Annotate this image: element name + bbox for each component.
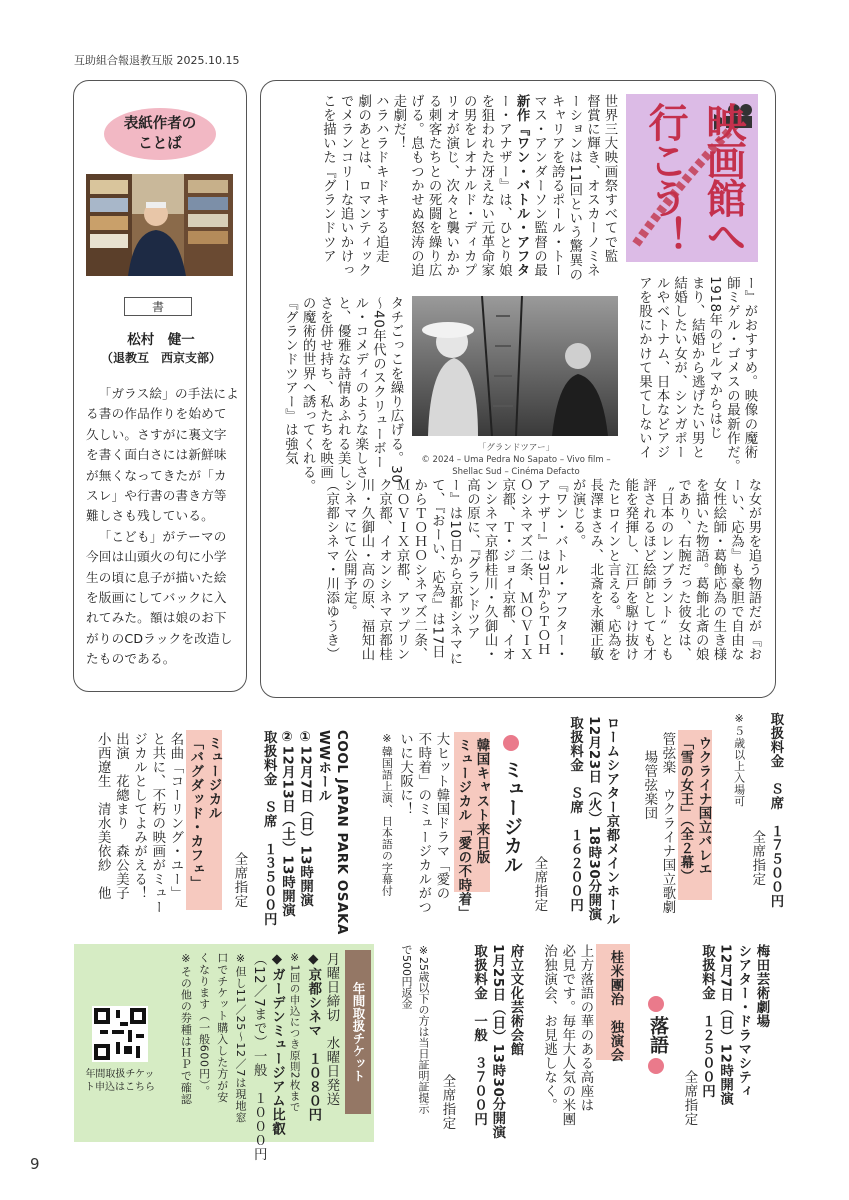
text-column: ンシネマ京都桂川・久御山・ xyxy=(482,478,498,662)
cinema-mid-left-text xyxy=(270,296,404,494)
text-column: 〜40年代のスクリューボー xyxy=(370,296,386,470)
ballet-seat-note: 全席指定 xyxy=(749,830,765,886)
text-column: ※韓国語上演、日本語の字幕付 xyxy=(380,732,394,897)
ballet-date: 12月23日（火）18時30分開演 xyxy=(585,716,601,922)
text-column: でメランコリーな追いかけっ xyxy=(338,94,354,278)
ballet-title-line1: ウクライナ国立バレエ xyxy=(696,736,711,876)
ballet-orchestra-line2: 場管弦楽団 xyxy=(641,750,657,820)
text-column: こを描いた『グランドツア xyxy=(320,94,336,264)
text-column: ー・アナザー』は、ひとり娘 xyxy=(496,94,512,278)
ballet-fee2: 取扱料金 Ｓ席 １６２００円 xyxy=(567,716,583,912)
text-column: であり、右腕だった彼女は、 xyxy=(675,478,691,662)
author-affiliation: （退教互 西京支部） xyxy=(100,351,221,365)
text-column: ク京都、イオンシネマ京都桂 xyxy=(376,478,392,662)
rakugo-note-line2: で500円返金 xyxy=(400,944,413,1009)
musical2-title-line2: 「バグダッド・カフェ」 xyxy=(187,736,203,890)
text-column: な女が男を追う物語だが『お xyxy=(746,478,761,662)
text-column: と、優雅な詩情あふれる美し xyxy=(335,296,351,480)
text-column: いに大阪に！ xyxy=(397,732,413,816)
text-column: 大ヒット韓国ドラマ「愛の xyxy=(434,732,449,900)
text-column: 能を発揮し、江戸を駆け抜け xyxy=(622,478,638,662)
text-column: 高の原に、『グランドツア xyxy=(464,478,480,641)
text-column: 上方落語の華のある高座は xyxy=(578,944,593,1112)
text-column: 女性絵師・葛飾応為の生き様 xyxy=(710,478,726,662)
text-column: 『ワン・バトル・アフター・ xyxy=(552,478,568,662)
musical2-title-line1: ミュージカル xyxy=(206,736,221,820)
annual-other-note: ※その他の券種はＨＰで確認 xyxy=(179,952,193,1105)
ballet-orchestra xyxy=(622,732,676,912)
ballet-title xyxy=(678,736,712,906)
text-column: 結婚したい女が、シンガポー xyxy=(671,276,687,460)
rakugo-note xyxy=(392,944,432,1144)
musical-venue1: COOL JAPAN PARK OSAKA xyxy=(334,730,349,935)
rakugo-venue3: 府立文化芸術会館 xyxy=(508,944,523,1056)
musical-date1: ①12月7日（日）13時開演 xyxy=(297,730,313,908)
text-column: 出演 花總まり 森公美子 xyxy=(113,732,129,900)
text-column: て、『おーい、応為』は17日 xyxy=(429,478,445,659)
heading-line2: ことば xyxy=(138,136,182,152)
text-column: 小西遼生 清水美依紗 他 xyxy=(95,732,111,900)
annual-garden-note: 口でチケット購入した方が安 xyxy=(215,952,229,1103)
page-header: 互助組合報退教互版 2025.10.15 xyxy=(74,54,240,67)
musical-seat-note: 全席指定 xyxy=(232,852,247,908)
photo-caption xyxy=(410,442,622,478)
rakugo-date2: 1月25日（日）13時30分開演 xyxy=(489,944,505,1140)
musical-title xyxy=(454,738,490,920)
rakugo-description xyxy=(528,944,594,1144)
text-column: ーい、応為』も豪胆で自由な xyxy=(728,478,744,662)
text-column: が演じる。 xyxy=(570,478,586,549)
musical-bullet-icon xyxy=(503,735,519,751)
text-column: たヒロインと言える。応為を xyxy=(605,478,621,662)
page-number: 9 xyxy=(30,1155,40,1173)
annual-ticket-band: 年間取扱チケット xyxy=(345,950,371,1114)
text-column: 治独演会、お見逃しなく。 xyxy=(541,944,557,1112)
cinema-logo-text: 映画館へ行こう！ xyxy=(642,102,746,254)
rakugo-bullet-icon xyxy=(648,996,664,1012)
rakugo-venue2: シアター・ドラマシティ xyxy=(735,944,751,1098)
annual-garden-note: ※但し11／25〜12／7は現地窓 xyxy=(233,952,247,1124)
annual-ticket-info xyxy=(160,952,340,1162)
text-column: 1918年のビルマからはじ xyxy=(706,276,722,440)
text-column: る刺客たちとの死闘を繰り広 xyxy=(426,94,442,278)
text-column: キャリアを誇るポール・トー xyxy=(549,94,565,278)
text-column: ーションは11回という驚異の xyxy=(566,94,582,282)
musical-date2: ②12月13日（土）13時開演 xyxy=(279,730,295,918)
musical-fee: 取扱料金 Ｓ席 １３５００円 xyxy=(261,730,277,926)
annual-garden: ◆ガーデンミュージアム比叡 xyxy=(269,952,285,1136)
text-column: 師ミゲル・ゴメスの最新作だ。 xyxy=(724,276,740,474)
text-column: 長澤まさみ、北斎を永瀬正敏 xyxy=(587,478,603,662)
musical2-description xyxy=(76,732,184,932)
ballet-orchestra-line1: 管弦楽 ウクライナ国立歌劇 xyxy=(660,732,675,914)
caption-credit-line2: Shellac Sud – Cinéma Defacto xyxy=(452,467,580,477)
annual-garden-price: （12／7まで）一般 １０００円 xyxy=(251,952,267,1162)
ballet-title-line2: 「雪の女王」（全２幕） xyxy=(677,736,693,884)
cinema-mid-right-text xyxy=(624,276,758,476)
text-column: シネマにて公開予定。 xyxy=(341,478,357,619)
ballet-venue-info xyxy=(548,716,620,926)
rakugo-fee: 取扱料金 １２５００円 xyxy=(699,944,715,1098)
comment-paragraph1: 「ガラス絵」の手法による書の作品作りを始めて久しい。さすがに裏文字を書く面白さには新鮮味が無くなってきたが「カスレ」や行書の書き方等難しさも残している。 xyxy=(86,386,239,524)
text-column: Ｏシネマズ二条、ＭＯＶＩＸ xyxy=(517,478,533,662)
rakugo-note-line1: ※25歳以下の方は当日証明証提示 xyxy=(417,944,430,1114)
text-column: ハラハラドキドキする追走 xyxy=(373,94,389,264)
caption-title: 「グランドツアー」 xyxy=(477,443,555,453)
text-column: の男をレオナルド・ディカプ xyxy=(461,94,477,278)
musical-venue2: WWホール xyxy=(315,730,331,803)
musical-venue-dates xyxy=(250,730,350,935)
text-column: ルやベトナム、日本などアジ xyxy=(654,276,670,460)
ballet-fee: 取扱料金 Ｓ席 １７５００円 xyxy=(768,712,783,908)
text-column: からＴＯＨＯシネマズ二条、 xyxy=(411,478,427,662)
qr-code[interactable] xyxy=(92,1006,148,1062)
comment-paragraph2: 「こども」がテーマの今回は山頭火の句に小学生の頃に息子が描いた絵を版画にしてバックに入れてみた。額は娘のお下がりのCDラックを改造したものである。 xyxy=(86,528,233,667)
text-column: ー』がおすすめ。映像の魔術 xyxy=(742,276,757,460)
musical2-title xyxy=(186,736,222,916)
rakugo-fee2: 取扱料金 一般 ３７００円 xyxy=(471,944,487,1126)
cover-artist-heading xyxy=(104,108,216,160)
text-column: ル・コメディのような楽しさ xyxy=(352,296,368,480)
text-column: まり、結婚から逃げたい男と xyxy=(689,276,705,460)
text-column: さを併せ持ち、私たちを映画 xyxy=(317,296,333,480)
annual-kyoto-cinema: ◆京都シネマ １０８０円 xyxy=(305,952,321,1122)
text-column: 世界三大映画祭すべてで監 xyxy=(602,94,617,264)
cover-comment xyxy=(86,384,239,670)
text-column: 走劇だ！ xyxy=(390,94,406,151)
text-column: 不時着」のミュージカルがつ xyxy=(415,732,431,914)
musical-description xyxy=(350,732,450,932)
text-column: 名曲「コーリング・ユー」 xyxy=(168,732,183,900)
rakugo-bullet-icon xyxy=(648,1058,664,1074)
text-column: と共に、不朽の映画がミュー xyxy=(149,732,165,914)
rakugo-title: 桂米團治 独演会 xyxy=(608,950,623,1062)
caption-credit-line1: © 2024 – Uma Pedra No Sapato – Vivo film – xyxy=(421,455,611,465)
annual-kyoto-cinema-note: ※1回の申込につき原則2枚まで xyxy=(288,952,301,1113)
rakugo-seat-note2: 全席指定 xyxy=(440,1074,455,1130)
rakugo-seat-note: 全席指定 xyxy=(682,1070,697,1126)
qr-caption: 年間取扱チケット申込はこちら xyxy=(85,1069,155,1093)
rakugo-event2-info xyxy=(458,944,524,1144)
rakugo-date: 12月7日（日）12時開演 xyxy=(717,944,733,1106)
text-column: の魔術的世界へ誘ってくれる。 xyxy=(300,296,316,494)
ballet-age-note: ※５歳以上入場可 xyxy=(732,712,746,807)
annual-garden-note: くなります（一般600円）。 xyxy=(197,952,211,1097)
text-column: 劇のあとは、ロマンティック xyxy=(355,94,371,278)
musical-section-title: ミュージカル xyxy=(501,760,523,874)
genre-tag: 書 xyxy=(124,297,192,316)
annual-schedule: 月曜日締切 水曜日発送 xyxy=(324,952,339,1106)
ballet-top-info xyxy=(714,712,784,922)
text-column: 『グランドツアー』は強気 xyxy=(282,296,298,466)
text-column: ＭＯＶＩＸ京都、アップリン xyxy=(394,478,410,662)
author-name: 松村 健一 xyxy=(127,332,195,348)
text-column: アを股にかけて果てしないイ xyxy=(636,276,652,460)
text-column: を描いた物語。葛飾北斎の娘 xyxy=(693,478,709,662)
cinema-logo xyxy=(626,94,758,262)
film-still-photo xyxy=(412,296,618,436)
ballet-seat-note2: 全席指定 xyxy=(532,856,547,912)
author-photo xyxy=(86,174,233,276)
musical-title-line2: ミュージカル「愛の不時着」 xyxy=(455,738,471,920)
text-column: ー』は10日から京都シネマに xyxy=(446,478,462,666)
text-column: 必見です。毎年大人気の米團 xyxy=(559,944,575,1126)
text-column: げる。息もつかせぬ怒涛の追 xyxy=(408,94,424,278)
text-column: アナザー』は3日からＴＯＨ xyxy=(534,478,550,657)
text-column: 評されるほど絵師としても才 xyxy=(640,478,656,662)
text-column: リオが演じ、次々と襲いかか xyxy=(443,94,459,278)
rakugo-section-title: 落語 xyxy=(647,1016,669,1054)
rakugo-venue1: 梅田芸術劇場 xyxy=(754,944,769,1028)
text-column: タチごっこを繰り広げる。30 xyxy=(388,296,403,484)
text-column: 督賞に輝き、オスカーノミネ xyxy=(584,94,600,278)
text-column: マス・アンダーソン監督の最 xyxy=(531,94,547,278)
musical-title-line1: 韓国キャスト来日版 xyxy=(474,738,489,864)
ballet-venue: ロームシアター京都メインホール xyxy=(604,716,619,926)
text-column: ジカルとしてよみがえる！ xyxy=(131,732,147,900)
text-column: 新作『ワン・バトル・アフタ xyxy=(514,94,530,278)
text-column: 京都、Ｔ・ジョイ京都、イオ xyxy=(499,478,515,662)
text-column: を狙われた冴えない元革命家 xyxy=(478,94,494,278)
text-column: 川・久御山・高の原、福知山 xyxy=(358,478,374,662)
text-column: （京都シネマ・川添ゆうき） xyxy=(323,478,339,662)
cinema-lower-text xyxy=(268,478,762,688)
heading-line1: 表紙作者の xyxy=(123,116,197,132)
cinema-upper-text xyxy=(258,94,618,294)
rakugo-venue-info xyxy=(700,944,770,1144)
text-column: 〝日本のレンブラント〟とも xyxy=(658,478,674,662)
